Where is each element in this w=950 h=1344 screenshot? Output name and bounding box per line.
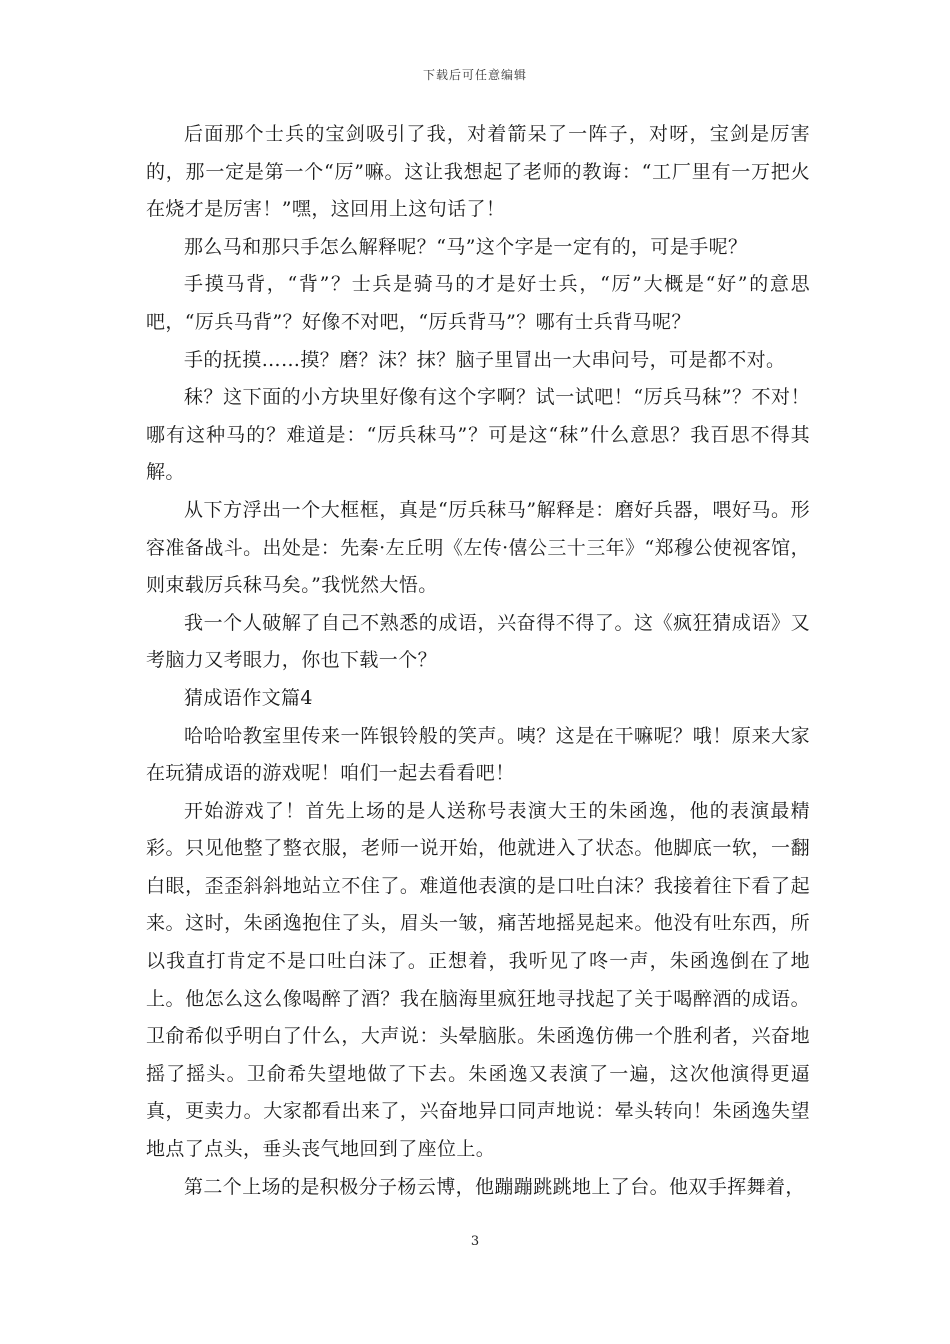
paragraph: 后面那个士兵的宝剑吸引了我，对着箭呆了一阵子，对呀，宝剑是厉害的，那一定是第一个“厉”嘛。这让我想起了老师的教诲：“工厂里有一万把火在烧才是厉害！”嘿，这回用上这句话了！ bbox=[146, 123, 810, 221]
paragraph: 手的抚摸……摸？磨？沫？抹？脑子里冒出一大串问号，可是都不对。 bbox=[184, 348, 786, 371]
page-number: 3 bbox=[470, 1234, 480, 1249]
paragraph: 秣？这下面的小方块里好像有这个字啊？试一试吧！“厉兵马秣”？不对！哪有这种马的？难道是：“厉兵秣马”？可是这“秣”什么意思？我百思不得其解。 bbox=[146, 386, 810, 484]
paragraph: 我一个人破解了自己不熟悉的成语，兴奋得不得了。这《疯狂猜成语》又考脑力又考眼力，你也下载一个？ bbox=[146, 611, 810, 672]
paragraph: 手摸马背，“背”？士兵是骑马的才是好士兵，“厉”大概是“好”的意思吧，“厉兵马背”？好像不对吧，“厉兵背马”？哪有士兵背马呢？ bbox=[146, 273, 810, 333]
paragraph: 第二个上场的是积极分子杨云博，他蹦蹦跳跳地上了台。他双手挥舞着， bbox=[184, 1175, 805, 1198]
document-body bbox=[146, 116, 810, 1206]
paragraph: 开始游戏了！首先上场的是人送称号表演大王的朱函逸，他的表演最精彩。只见他整了整衣服，老师一说开始，他就进入了状态。他脚底一软，一翻白眼，歪歪斜斜地站立不住了。难道他表演的是口吐白沫？我接着往下看了起来。这时，朱函逸抱住了头，眉头一皱，痛苦地摇晃起来。他没有吐东西，所以我直打肯定不是口吐白沫了。正想着，我听见了咚一声，朱函逸倒在了地上。他怎么这么像喝醉了酒？我在脑海里疯狂地寻找起了关于喝醉酒的成语。卫俞希似乎明白了什么，大声说：头晕脑胀。朱函逸仿佛一个胜利者，兴奋地摇了摇头。卫俞希失望地做了下去。朱函逸又表演了一遍，这次他演得更逼真，更卖力。大家都看出来了，兴奋地异口同声地说：晕头转向！朱函逸失望地点了点头，垂头丧气地回到了座位上。 bbox=[146, 799, 810, 1161]
section-heading: 猜成语作文篇4 bbox=[184, 686, 313, 709]
paragraph: 那么马和那只手怎么解释呢？“马”这个字是一定有的，可是手呢？ bbox=[184, 235, 748, 258]
page-header: 下载后可任意编辑 bbox=[422, 68, 527, 82]
paragraph: 哈哈哈教室里传来一阵银铃般的笑声。咦？这是在干嘛呢？哦！原来大家在玩猜成语的游戏呢！咱们一起去看看吧！ bbox=[146, 724, 810, 785]
paragraph: 从下方浮出一个大框框，真是“厉兵秣马”解释是：磨好兵器，喂好马。形容准备战斗。出处是：先秦·左丘明《左传·僖公三十三年》“郑穆公使视客馆，则束载厉兵秣马矣。”我恍然大悟。 bbox=[146, 498, 810, 597]
